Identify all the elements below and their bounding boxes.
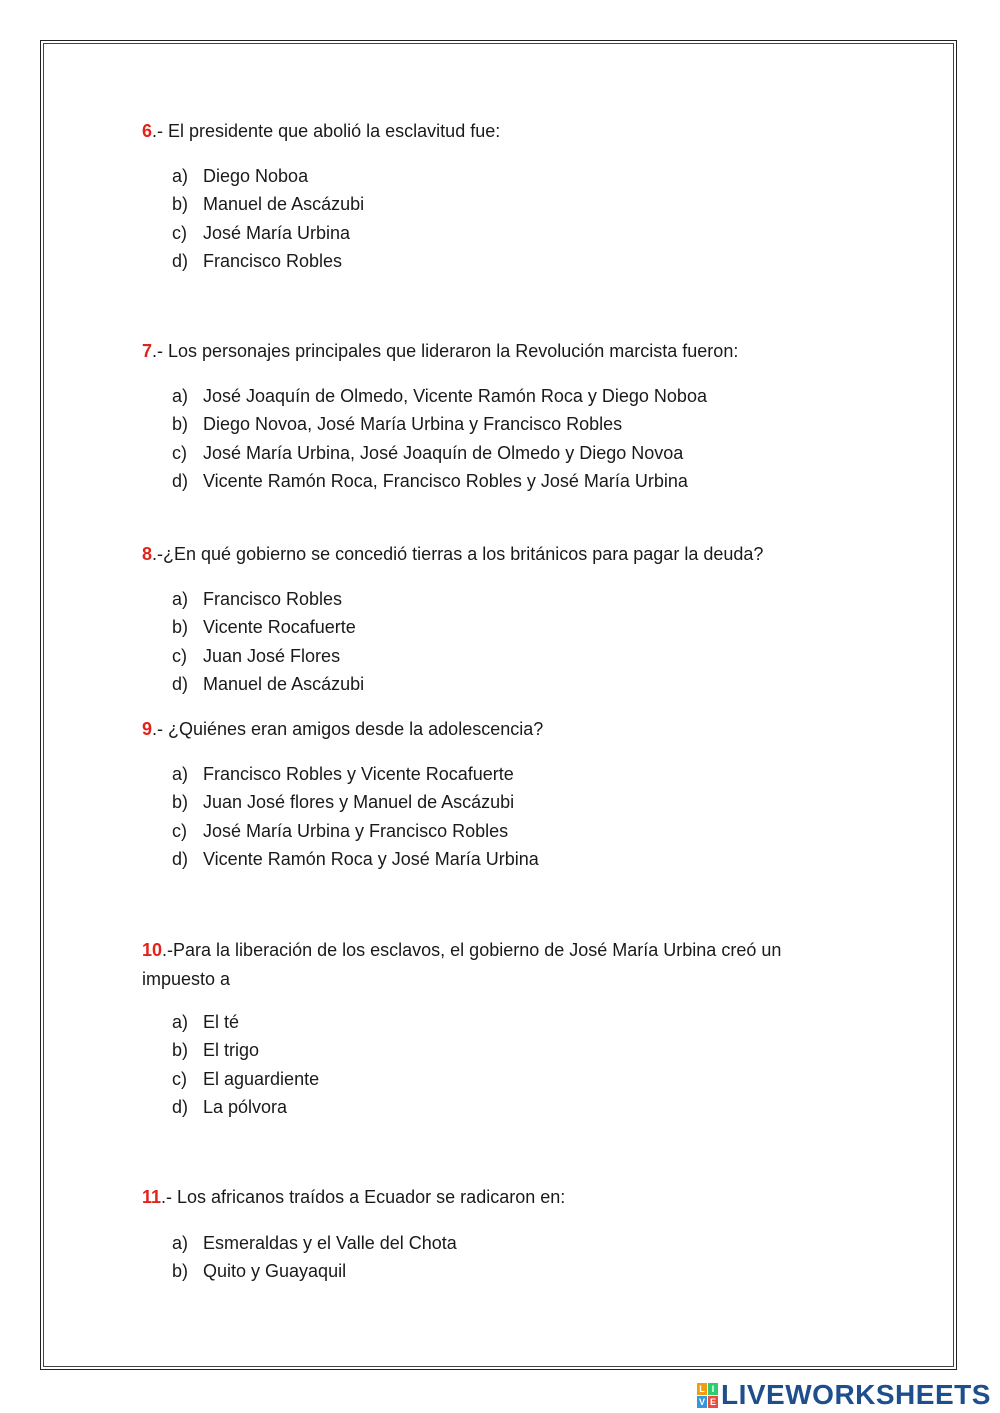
question-11 xyxy=(142,1183,832,1212)
question-text: .-¿En qué gobierno se concedió tierras a los británicos para pagar la deuda? xyxy=(152,544,764,564)
option-a[interactable]: a) Diego Noboa xyxy=(172,166,309,186)
question-number: 10 xyxy=(142,940,163,960)
option-a[interactable]: a) José Joaquín de Olmedo, Vicente Ramón Roca y Diego Noboa xyxy=(172,386,707,406)
option-c[interactable]: c) Juan José Flores xyxy=(172,645,341,666)
option-d[interactable]: d) Manuel de Ascázubi xyxy=(172,674,365,695)
question-8-options xyxy=(172,585,364,699)
question-7 xyxy=(142,337,832,366)
question-text: .- ¿Quiénes eran amigos desde la adolescencia? xyxy=(152,719,544,739)
question-9 xyxy=(142,715,832,744)
option-d[interactable]: d) Francisco Robles xyxy=(172,251,343,272)
question-text: .- El presidente que abolió la esclavitud fue: xyxy=(152,121,501,141)
option-b[interactable]: b) Vicente Rocafuerte xyxy=(172,617,356,638)
option-a[interactable]: a) El té xyxy=(172,1012,240,1032)
question-6-options xyxy=(172,162,364,276)
question-number: 8 xyxy=(142,544,153,564)
option-d[interactable]: d) Vicente Ramón Roca, Francisco Robles y José María Urbina xyxy=(172,471,688,492)
option-a[interactable]: a) Esmeraldas y el Valle del Chota xyxy=(172,1233,457,1253)
option-b[interactable]: b) Juan José flores y Manuel de Ascázubi xyxy=(172,792,515,813)
question-11-options xyxy=(172,1229,457,1286)
question-text: .- Los personajes principales que lideraron la Revolución marcista fueron: xyxy=(152,341,739,361)
question-number: 6 xyxy=(142,121,153,141)
option-b[interactable]: b) Manuel de Ascázubi xyxy=(172,194,365,215)
option-b[interactable]: b) Diego Novoa, José María Urbina y Francisco Robles xyxy=(172,414,623,435)
option-c[interactable]: c) El aguardiente xyxy=(172,1068,320,1089)
option-a[interactable]: a) Francisco Robles xyxy=(172,589,343,609)
liveworksheets-logo[interactable] xyxy=(697,1378,991,1412)
option-c[interactable]: c) José María Urbina y Francisco Robles xyxy=(172,820,509,841)
option-c[interactable]: c) José María Urbina, José Joaquín de Olmedo y Diego Novoa xyxy=(172,442,684,463)
question-number: 9 xyxy=(142,719,153,739)
question-10 xyxy=(142,936,802,994)
question-8 xyxy=(142,540,832,569)
option-c[interactable]: c) José María Urbina xyxy=(172,222,351,243)
option-d[interactable]: d) La pólvora xyxy=(172,1097,288,1118)
question-text: .-Para la liberación de los esclavos, el gobierno de José María Urbina creó un impuesto a xyxy=(142,940,782,989)
question-6 xyxy=(142,117,832,146)
option-a[interactable]: a) Francisco Robles y Vicente Rocafuerte xyxy=(172,764,514,784)
question-text: .- Los africanos traídos a Ecuador se radicaron en: xyxy=(161,1187,566,1207)
option-d[interactable]: d) Vicente Ramón Roca y José María Urbina xyxy=(172,849,539,870)
logo-icon: L I V E xyxy=(698,1383,716,1407)
logo-text: LIVEWORKSHEETS xyxy=(721,1379,991,1410)
question-7-options xyxy=(172,382,707,496)
question-10-options xyxy=(172,1008,319,1122)
option-b[interactable]: b) Quito y Guayaquil xyxy=(172,1261,347,1282)
question-9-options xyxy=(172,760,539,874)
option-b[interactable]: b) El trigo xyxy=(172,1040,260,1061)
question-number: 7 xyxy=(142,341,153,361)
question-number: 11 xyxy=(142,1187,162,1207)
